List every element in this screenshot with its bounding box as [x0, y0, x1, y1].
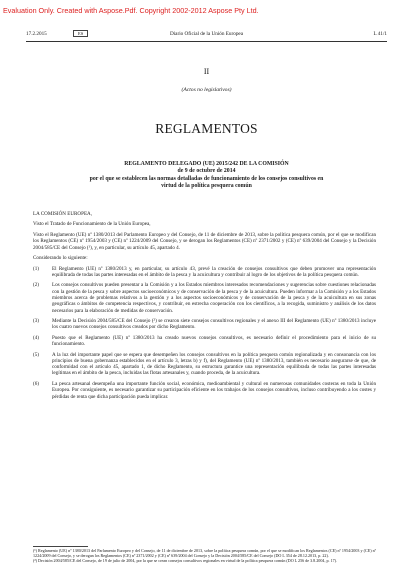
section-subtitle: (Actos no legislativos) [181, 87, 232, 93]
publication-date: 17.2.2015 [26, 31, 47, 37]
recital-text: A la luz del importante papel que se espera que desempeñen los consejos consultivos en la política pesquera común regionalizada y en consonancia con los principios de buena gobernanza establecidos en el artículo 3, letras b) y f), del Reglamento (UE) nº 1380/2013, también es necesario asegurarse de que, de conformidad con el artículo 45, apartado 1, de dicho Reglamento, su estructura garantice una representación equilibrada de todas las partes interesadas legítimas en el ámbito de la pesca, incluidas las flotas artesanales y, cuando proceda, de la acuicultura. [52, 351, 376, 377]
section-roman-numeral: II [203, 67, 210, 76]
recital-item [33, 352, 376, 377]
issuing-body: LA COMISIÓN EUROPEA, [33, 211, 93, 217]
recital-item [33, 282, 376, 313]
recital-number: (1) [33, 265, 39, 272]
header-rule [26, 41, 387, 42]
language-badge: ES [73, 30, 88, 37]
citation-regulation: Visto el Reglamento (UE) nº 1380/2013 del Parlamento Europeo y del Consejo, de 11 de diciembre de 2013, sobre la política pesquera común, por el que se modifican los Reglamentos (CE) nº 1954/2003 y (CE) nº 1224/2009 del Consejo, y se derogan los Reglamentos (CE) nº 2371/2002 y (CE) nº 639/2004 del Consejo y la Decisión 2004/585/CE del Consejo (¹), y, en particular, su artículo 45, apartado 4. [33, 231, 376, 251]
recital-number: (2) [33, 282, 39, 289]
evaluation-watermark: Evaluation Only. Created with Aspose.Pdf. Copyright 2002-2012 Aspose Pty Ltd. [3, 6, 259, 15]
journal-title: Diario Oficial de la Unión Europea [169, 31, 244, 37]
page-number: L 41/1 [373, 31, 387, 37]
recital-number: (4) [33, 334, 39, 341]
recital-item [33, 335, 376, 348]
recital-text: Mediante la Decisión 2004/585/CE del Consejo (²) se crearon siete consejos consultivos regionales y el anexo III del Reglamento (UE) nº 1380/2013 incluye los cuatro nuevos consejos consultivos creados por dicho Reglamento. [52, 317, 376, 331]
footnotes [33, 548, 376, 563]
title-line: virtud de la política pesquera común [161, 182, 252, 189]
footnote: (²) Decisión 2004/585/CE del Consejo, de 19 de julio de 2004, por la que se crean consejos consultivos regionales en virtud de la política pesquera común (DO L 256 de 3.8.2004, p. 17). [33, 558, 338, 563]
title-line: por el que se establecen las normas detalladas de funcionamiento de los consejos consultivos en [89, 175, 324, 182]
citation-treaty: Visto el Tratado de Funcionamiento de la Unión Europea, [33, 221, 151, 228]
recital-item [33, 381, 376, 400]
recital-text: La pesca artesanal desempeña una importante función social, económica, medioambiental y cultural en numerosas comunidades costeras en toda la Unión Europea. Por consiguiente, es necesario garantizar su participación eficiente en los trabajos de los consejos consultivos, incluso contribuyendo a los costes y pérdidas de renta que dicha participación pueda implicar. [52, 380, 376, 400]
recital-item [33, 266, 376, 279]
recital-text: Puesto que el Reglamento (UE) nº 1380/2013 ha creado nuevos consejos consultivos, es necesario definir el procedimiento para el inicio de su funcionamiento. [52, 334, 376, 348]
section-heading: REGLAMENTOS [155, 121, 258, 136]
recitals-intro: Considerando lo siguiente: [33, 255, 88, 262]
footnote: (¹) Reglamento (UE) nº 1380/2013 del Parlamento Europeo y del Consejo, de 11 de diciembre de 2013, sobre la política pesquera común, por el que se modifican los Reglamentos (CE) nº 1954/2003 y (CE) nº 1224/2009 del Consejo, y se derogan los Reglamentos (CE) nº 2371/2002 y (CE) nº 639/2004 del Consejo y la Decisión 2004/585/CE del Consejo (DO L 354 de 28.12.2013, p. 22). [33, 548, 376, 558]
recital-text: Los consejos consultivos pueden presentar a la Comisión y a los Estados miembros interesados recomendaciones y sugerencias sobre cuestiones relacionadas con la gestión de la pesca y sobre aspectos socioeconómicos y de conservación de la pesca y de la acuicultura. Pueden informar a la Comisión y a los Estados miembros acerca de problemas relativos a la gestión y a los aspectos socioeconómicos y de conservación de la pesca y de la acuicultura en sus zonas geográficas o ámbitos de competencia respectivos, y contribuir, en estrecha cooperación con los científicos, a la recogida, suministro y análisis de los datos necesarios para la elaboración de medidas de conservación. [52, 282, 376, 314]
recital-text: El Reglamento (UE) nº 1380/2013 y, en particular, su artículo 43, prevé la creación de consejos consultivos que deben promover una representación equilibrada de todas las partes interesadas en el ámbito de la pesca y la acuicultura y contribuir al logro de los objetivos de la política pesquera común. [52, 265, 376, 278]
title-date: de 9 de octubre de 2014 [177, 168, 236, 175]
recital-number: (3) [33, 317, 39, 324]
title-line: REGLAMENTO DELEGADO (UE) 2015/242 DE LA COMISIÓN [124, 161, 289, 167]
recital-item [33, 318, 376, 331]
regulation-title [0, 161, 413, 190]
footnote-rule [33, 546, 88, 547]
recital-number: (5) [33, 351, 39, 358]
document-body [33, 211, 376, 404]
page-header [26, 31, 387, 41]
recital-number: (6) [33, 380, 39, 387]
